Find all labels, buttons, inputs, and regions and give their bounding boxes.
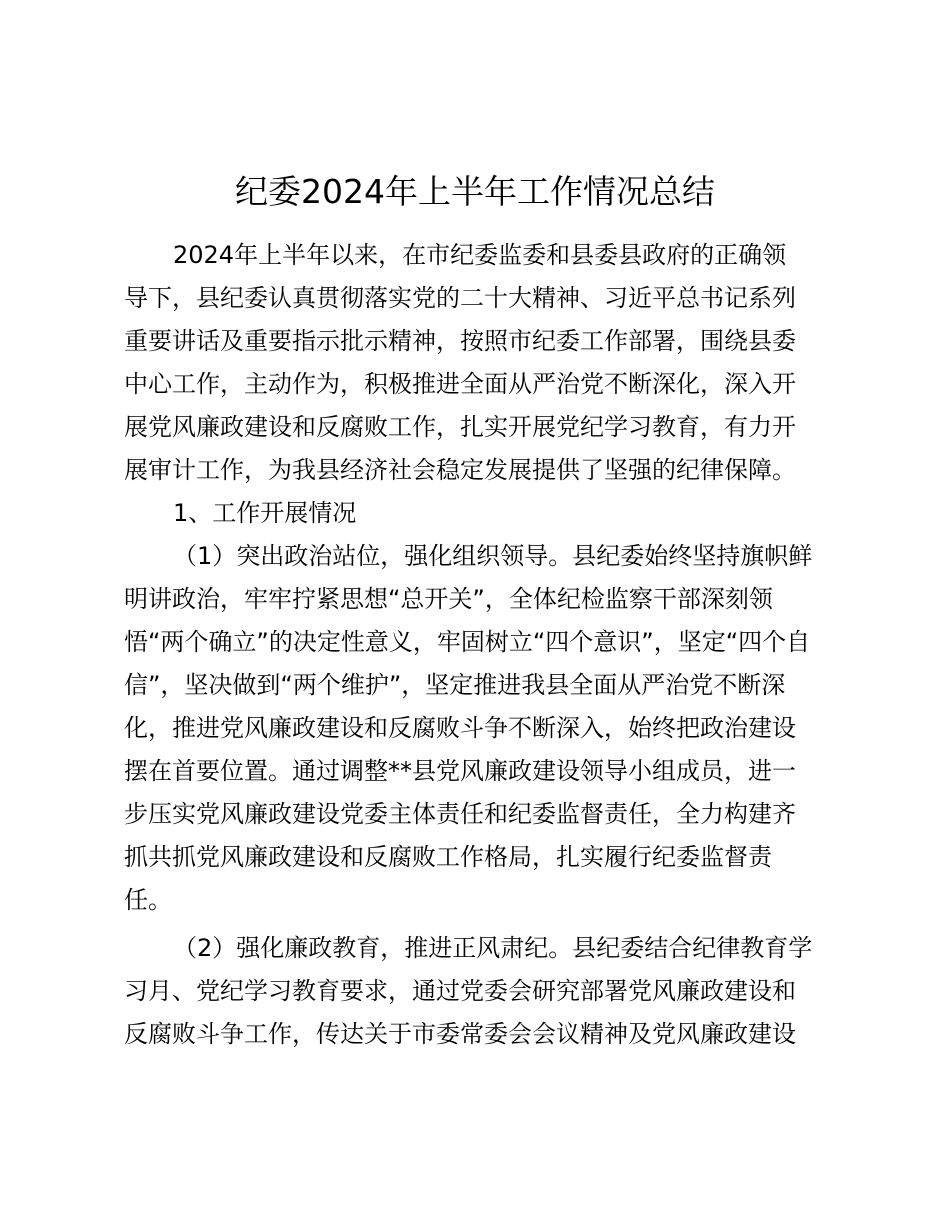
body-line: 任。: [124, 886, 172, 914]
body-line: 习月、党纪学习教育要求，通过党委会研究部署党风廉政建设和: [124, 977, 796, 1005]
body-line: 明讲政治，牢牢拧紧思想“总开关”，全体纪检监察干部深刻领: [124, 585, 773, 613]
document-title: 纪委2024年上半年工作情况总结: [235, 172, 715, 211]
body-line: 导下，县纪委认真贯彻落实党的二十大精神、习近平总书记系列: [124, 284, 796, 312]
body-line: 化，推进党风廉政建设和反腐败斗争不断深入，始终把政治建设: [124, 714, 796, 742]
body-line: 重要讲话及重要指示批示精神，按照市纪委工作部署，围绕县委: [124, 327, 796, 355]
body-line: （1）突出政治站位，强化组织领导。县纪委始终坚持旗帜鲜: [173, 542, 813, 570]
body-line: 中心工作，主动作为，积极推进全面从严治党不断深化，深入开: [124, 370, 796, 398]
body-line: 2024年上半年以来，在市纪委监委和县委县政府的正确领: [173, 241, 787, 269]
body-line: 信”，坚决做到“两个维护”，坚定推进我县全面从严治党不断深: [124, 671, 786, 699]
body-line: 展党风廉政建设和反腐败工作，扎实开展党纪学习教育，有力开: [124, 413, 796, 441]
section-heading: 1、工作开展情况: [173, 499, 357, 527]
body-line: 展审计工作，为我县经济社会稳定发展提供了坚强的纪律保障。: [124, 456, 796, 484]
body-line: 摆在首要位置。通过调整**县党风廉政建设领导小组成员，进一: [124, 757, 796, 785]
body-line: （2）强化廉政教育，推进正风肃纪。县纪委结合纪律教育学: [173, 934, 813, 962]
body-line: 反腐败斗争工作，传达关于市委常委会会议精神及党风廉政建设: [124, 1020, 796, 1048]
body-line: 悟“两个确立”的决定性意义，牢固树立“四个意识”，坚定“四个自: [124, 628, 811, 656]
body-line: 抓共抓党风廉政建设和反腐败工作格局，扎实履行纪委监督责: [124, 843, 772, 871]
body-line: 步压实党风廉政建设党委主体责任和纪委监督责任，全力构建齐: [124, 800, 796, 828]
